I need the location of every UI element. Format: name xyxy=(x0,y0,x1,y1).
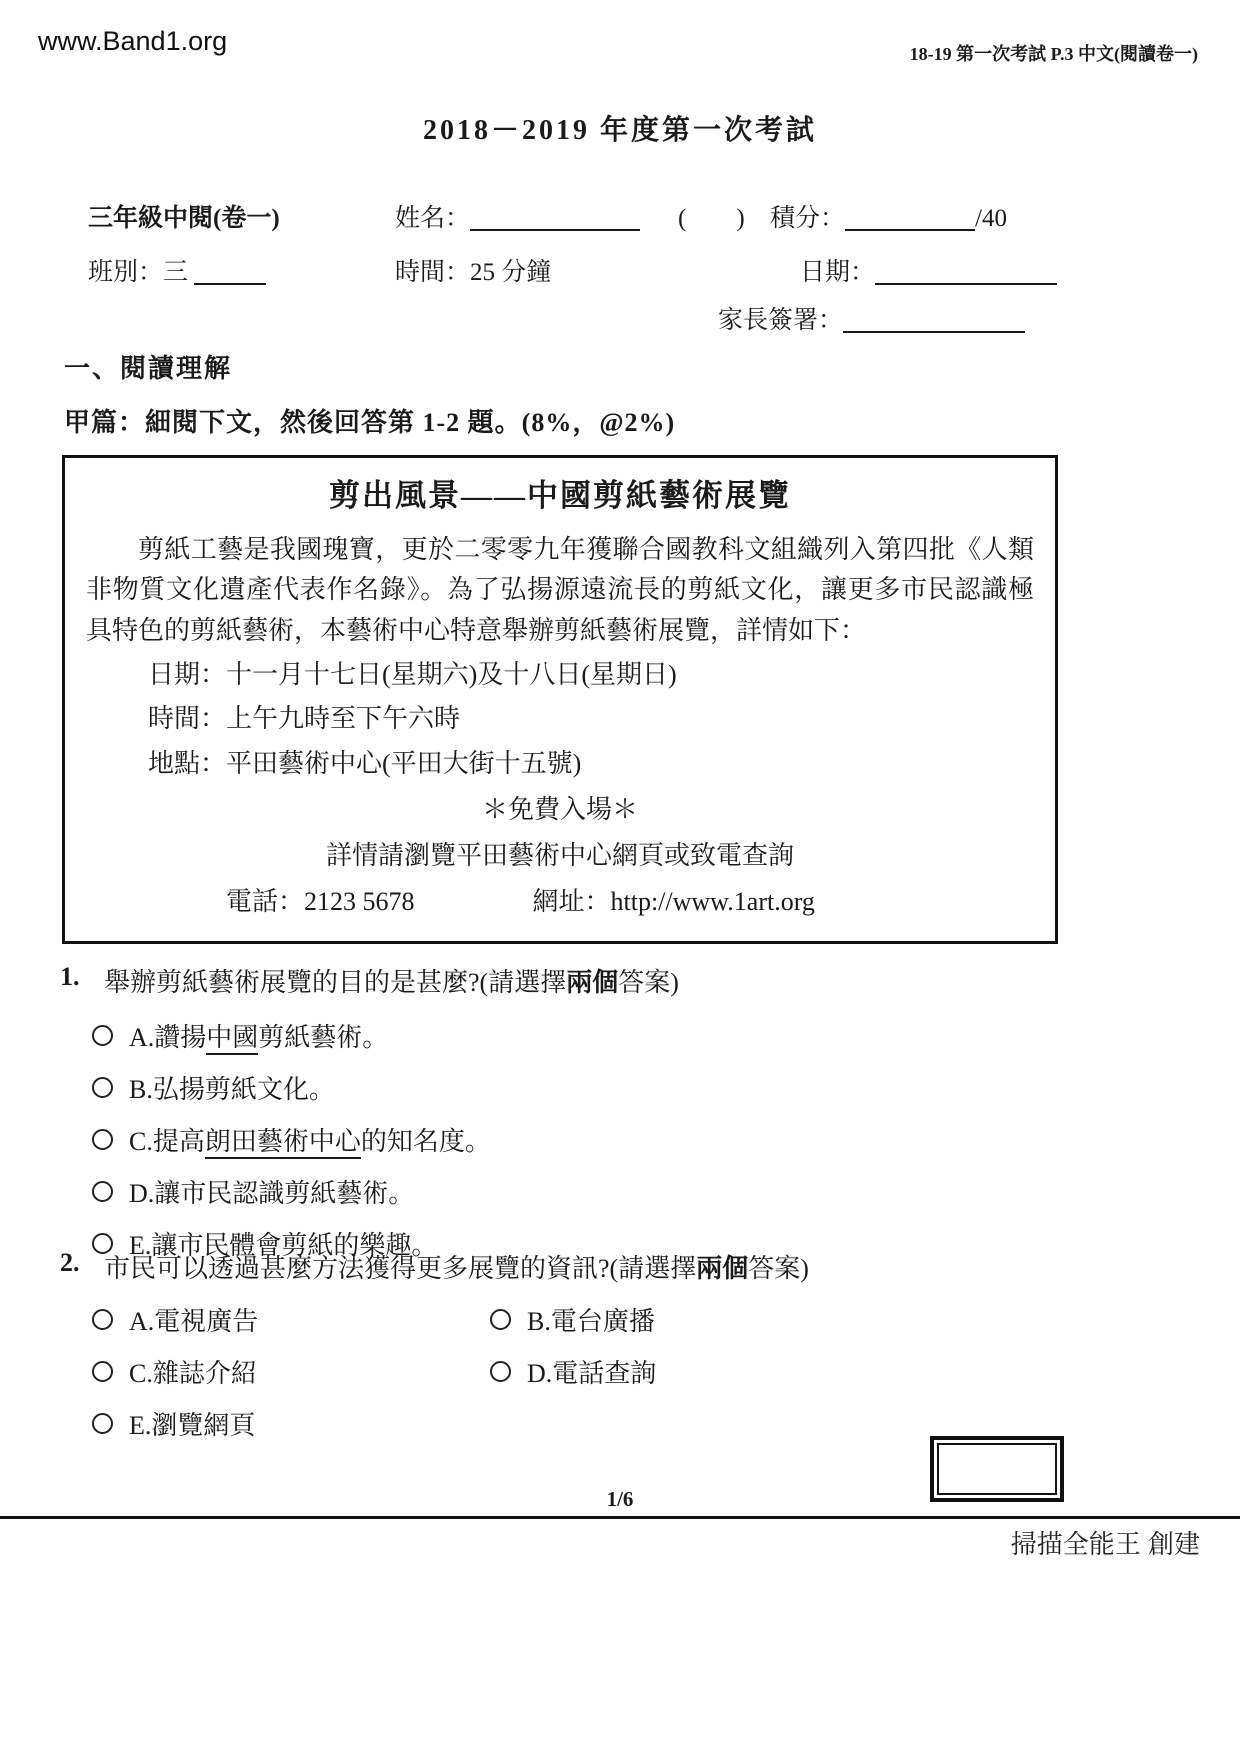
date-field xyxy=(800,252,1057,288)
option-row-2b[interactable] xyxy=(490,1301,888,1338)
parent-signature-blank[interactable] xyxy=(843,305,1025,333)
score-label: 積分： xyxy=(770,205,846,232)
option-label: C.雜誌介紹 xyxy=(129,1359,257,1388)
name-label: 姓名： xyxy=(395,205,471,232)
name-blank[interactable] xyxy=(470,203,640,231)
score-field xyxy=(770,198,1007,234)
section-instruction: 甲篇：細閱下文，然後回答第 1-2 題。(8%，@2%) xyxy=(64,408,676,437)
stamp-box-inner xyxy=(937,1443,1057,1495)
parent-signature-field xyxy=(718,300,1025,336)
option-label: A.讚揚中國剪紙藝術。 xyxy=(129,1017,388,1054)
passage-date-line: 日期：十一月十七日(星期六)及十八日(星期日) xyxy=(148,659,677,689)
question-1-stem xyxy=(60,962,1080,999)
option-row-2d[interactable] xyxy=(490,1353,888,1390)
class-field xyxy=(88,252,266,288)
duration-label: 時間：25 分鐘 xyxy=(395,259,552,286)
option-label: A.電視廣告 xyxy=(129,1307,259,1336)
passage-free-admission: ＊免費入場＊ xyxy=(481,794,638,824)
question-2-number: 2. xyxy=(60,1248,80,1277)
option-label: D.電話查詢 xyxy=(527,1359,657,1388)
footer-divider xyxy=(0,1516,1240,1519)
class-number-bracket: ( ) xyxy=(678,205,745,232)
option-row-1c[interactable] xyxy=(92,1121,1080,1158)
class-blank[interactable] xyxy=(194,257,266,285)
question-2-text: 市民可以透過甚麼方法獲得更多展覽的資訊?(請選擇兩個答案) xyxy=(104,1254,809,1283)
scanner-credit: 掃描全能王 創建 xyxy=(1010,1529,1200,1559)
option-radio[interactable] xyxy=(490,1309,511,1330)
section-heading: 一、閱讀理解 xyxy=(64,354,233,383)
question-2-options xyxy=(92,1301,1080,1442)
option-radio[interactable] xyxy=(92,1077,113,1098)
stamp-box xyxy=(930,1436,1064,1502)
passage-venue-line: 地點：平田藝術中心(平田大街十五號) xyxy=(148,748,582,778)
option-radio[interactable] xyxy=(92,1309,113,1330)
class-label: 班別：三 xyxy=(88,259,189,286)
option-label: E.瀏覽網頁 xyxy=(129,1411,256,1440)
option-label: C.提高朗田藝術中心的知名度。 xyxy=(129,1121,491,1158)
option-row-2a[interactable] xyxy=(92,1301,490,1338)
date-label: 日期： xyxy=(800,259,876,286)
passage-time-line: 時間：上午九時至下午六時 xyxy=(148,704,461,734)
option-label: D.讓市民認識剪紙藝術。 xyxy=(129,1179,415,1208)
option-radio[interactable] xyxy=(92,1413,113,1434)
parent-signature-label: 家長簽署： xyxy=(718,307,844,334)
date-blank[interactable] xyxy=(875,257,1057,285)
option-radio[interactable] xyxy=(92,1361,113,1382)
option-label: E.讓市民體會剪紙的樂趣。 xyxy=(129,1231,438,1260)
reading-passage xyxy=(62,455,1058,944)
option-row-1a[interactable] xyxy=(92,1017,1080,1054)
option-row-1d[interactable] xyxy=(92,1173,1080,1210)
site-watermark: www.Band1.org xyxy=(38,26,228,56)
paper-name: 三年級中閱(卷一) xyxy=(88,205,280,232)
question-1 xyxy=(60,962,1080,1277)
option-row-1b[interactable] xyxy=(92,1069,1080,1106)
option-radio[interactable] xyxy=(92,1129,113,1150)
score-blank[interactable] xyxy=(845,203,975,231)
question-1-number: 1. xyxy=(60,962,80,991)
question-1-options xyxy=(92,1017,1080,1262)
option-label: B.弘揚剪紙文化。 xyxy=(129,1075,335,1104)
name-field xyxy=(395,198,640,234)
option-radio[interactable] xyxy=(92,1181,113,1202)
passage-website: 網址：http://www.1art.org xyxy=(532,887,815,917)
option-row-2c[interactable] xyxy=(92,1353,490,1390)
option-radio[interactable] xyxy=(92,1025,113,1046)
option-row-2e[interactable] xyxy=(92,1405,490,1442)
page-number: 1/6 xyxy=(606,1487,634,1511)
exam-reference: 18-19 第一次考試 P.3 中文(閱讀卷一) xyxy=(909,44,1198,64)
option-label: B.電台廣播 xyxy=(527,1307,655,1336)
passage-contact-line xyxy=(226,882,1034,922)
passage-phone: 電話：2123 5678 xyxy=(226,887,415,917)
question-1-text: 舉辦剪紙藝術展覽的目的是甚麼?(請選擇兩個答案) xyxy=(104,968,679,997)
question-2-stem xyxy=(60,1248,1080,1285)
option-radio[interactable] xyxy=(490,1361,511,1382)
score-total: /40 xyxy=(975,205,1007,232)
exam-title: 2018－2019 年度第一次考試 xyxy=(422,115,817,146)
passage-more-info: 詳情請瀏覽平田藝術中心網頁或致電查詢 xyxy=(325,841,794,871)
passage-title: 剪出風景——中國剪紙藝術展覽 xyxy=(329,478,791,513)
question-2 xyxy=(60,1248,1080,1442)
passage-body: 剪紙工藝是我國瑰寶，更於二零零九年獲聯合國教科文組織列入第四批《人類非物質文化遺產代表作名錄》。為了弘揚源遠流長的剪紙文化，讓更多市民認識極具特色的剪紙藝術，本藝術中心特意舉辦剪紙藝術展覽，詳情如下： xyxy=(86,535,1034,645)
